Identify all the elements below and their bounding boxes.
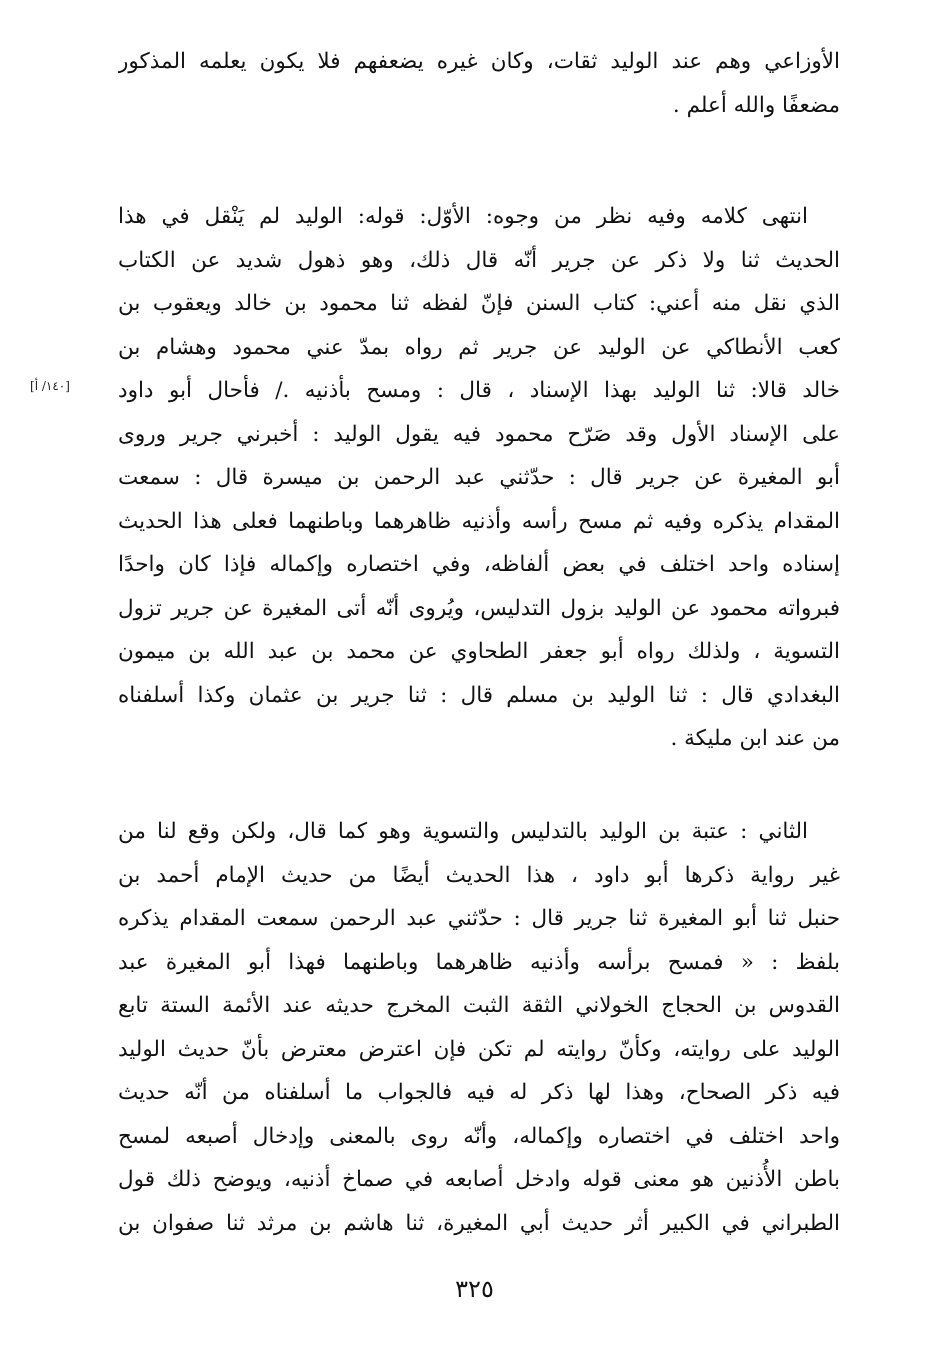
text-line: الأوزاعي وهم عند الوليد ثقات، وكان غيره يضعفهم فلا يكون يعلمه المذكور bbox=[118, 49, 840, 74]
paragraph-2 bbox=[118, 195, 840, 761]
text-line: بلفظ : « فمسح برأسه وأذنيه ظاهرهما وباطنهما فهذا أبو المغيرة عبد bbox=[118, 949, 840, 975]
text-line: من عند ابن مليكة . bbox=[670, 726, 840, 751]
text-line: الطبراني في الكبير أثر حديث أبي المغيرة، ثنا هاشم بن مرثد ثنا صفوان بن bbox=[118, 1210, 840, 1236]
text-line: انتهى كلامه وفيه نظر من وجوه: الأوّل: قوله: الوليد لم يَنْقل في هذا bbox=[118, 204, 808, 229]
text-line: المقدام يذكره وفيه ثم مسح رأسه وأذنيه ظاهرهما وباطنهما فعلى هذا الحديث bbox=[118, 508, 840, 534]
text-line: الحديث ثنا ولا ذكر عن جرير أنّه قال ذلك، وهو ذهول شديد عن الكتاب bbox=[118, 247, 840, 273]
text-line: مضعفًا والله أعلم . bbox=[672, 92, 840, 118]
text-line: على الإسناد الأول وقد صَرّح محمود فيه يقول الوليد : أخبرني جرير وروى bbox=[118, 421, 840, 447]
text-line: واحد اختلف في اختصاره وإكماله، وأنّه روى بالمعنى وإدخال أصبعه لمسح bbox=[118, 1123, 840, 1149]
text-line: حنبل ثنا أبو المغيرة ثنا جرير قال : حدّثني عبد الرحمن سمعت المقدام يذكره bbox=[118, 906, 840, 931]
text-line: فبرواته محمود عن الوليد بزول التدليس، ويُروى أنّه أتى المغيرة عن جرير تزول bbox=[118, 595, 840, 621]
text-line: أبو المغيرة عن جرير قال : حدّثني عبد الرحمن بن ميسرة قال : سمعت bbox=[118, 465, 840, 490]
text-line: فيه ذكر الصحاح، وهذا لها ذكر له فيه فالجواب ما أسلفناه من أنّه حديث bbox=[118, 1080, 840, 1105]
manuscript-folio-reference: [١٤٠/ أ] bbox=[30, 379, 70, 393]
text-line: إسناده واحد اختلف في بعض ألفاظه، وفي اختصاره وإكماله فإذا كان واحدًا bbox=[118, 552, 840, 577]
text-line: كعب الأنطاكي عن الوليد عن جرير ثم رواه بمدّ عني محمود وهشام بن bbox=[118, 334, 840, 360]
page-number: ٣٢٥ bbox=[455, 1275, 494, 1303]
text-line: خالد قالا: ثنا الوليد بهذا الإسناد ، قال : ومسح بأذنيه ./ فأحال أبو داود bbox=[118, 378, 840, 403]
paragraph-1 bbox=[118, 40, 840, 127]
text-line: البغدادي قال : ثنا الوليد بن مسلم قال : ثنا جرير بن عثمان وكذا أسلفناه bbox=[118, 682, 840, 708]
text-line: القدوس بن الحجاج الخولاني الثقة الثبت المخرج حديثه عند الأئمة الستة تابع bbox=[118, 993, 840, 1018]
text-line: الذي نقل منه أعني: كتاب السنن فإنّ لفظه ثنا محمود بن خالد ويعقوب بن bbox=[118, 291, 840, 316]
text-line: باطن الأُذنين هو معنى قوله وادخل أصابعه في صماخ أذنيه، ويوضح ذلك قول bbox=[118, 1167, 840, 1192]
paragraph-3 bbox=[118, 810, 840, 1245]
text-line: الوليد على روايته، وكأنّ روايته لم تكن فإن اعترض معترض بأنّ حديث الوليد bbox=[118, 1036, 840, 1062]
text-line: الثاني : عتبة بن الوليد بالتدليس والتسوية وهو كما قال، ولكن وقع لنا من bbox=[118, 819, 808, 844]
text-line: التسوية ، ولذلك رواه أبو جعفر الطحاوي عن محمد بن عبد الله بن ميمون bbox=[118, 639, 840, 664]
text-line: غير رواية ذكرها أبو داود ، هذا الحديث أيضًا من حديث الإمام أحمد بن bbox=[118, 862, 840, 888]
